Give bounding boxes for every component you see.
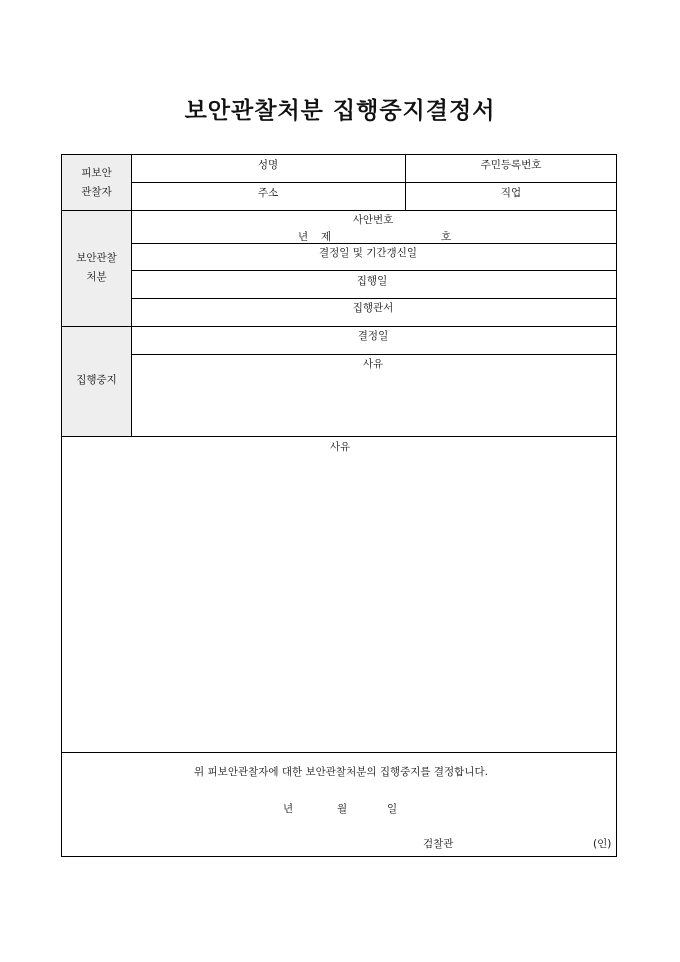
date-month-label: 월 — [337, 803, 348, 815]
address-field: 주소 — [257, 187, 279, 199]
date-day-label: 일 — [387, 803, 398, 815]
row-divider — [131, 354, 617, 355]
column-divider — [131, 155, 132, 436]
prosecutor-label: 검찰관 — [423, 838, 454, 850]
row-divider — [131, 298, 617, 299]
document-title: 보안관찰처분 집행중지결정서 — [184, 98, 496, 124]
case-ho-label: 호 — [441, 231, 452, 243]
decision-statement: 위 피보안관찰자에 대한 보안관찰처분의 집행중지를 결정합니다. — [194, 766, 488, 778]
row-divider — [62, 752, 617, 753]
execution-date-field: 집행일 — [356, 275, 388, 287]
row-divider — [131, 182, 617, 183]
row-divider — [62, 436, 617, 437]
seal-mark: (인) — [593, 838, 612, 850]
date-year-label: 년 — [283, 803, 294, 815]
column-divider — [405, 155, 406, 210]
row-divider — [62, 210, 617, 211]
case-je-label: 제 — [321, 231, 332, 243]
reason-label: 사유 — [329, 441, 351, 453]
resident-number-field: 주민등록번호 — [480, 159, 542, 171]
row-divider — [62, 326, 617, 327]
row-divider — [131, 270, 617, 271]
occupation-field: 직업 — [500, 187, 522, 199]
execution-office-field: 집행관서 — [352, 302, 394, 314]
row-divider — [131, 243, 617, 244]
decision-renewal-date-field: 결정일 및 기간갱신일 — [319, 247, 417, 259]
decision-form — [61, 154, 617, 857]
case-year-label: 년 — [298, 231, 309, 243]
suspension-decision-date-field: 결정일 — [357, 330, 389, 342]
subject-label: 피보안 관찰자 — [81, 167, 112, 198]
name-field: 성명 — [257, 159, 279, 171]
suspension-label: 집행중지 — [76, 374, 117, 386]
case-number-field: 사안번호 — [352, 214, 394, 226]
suspension-reason-field: 사유 — [362, 358, 384, 370]
disposition-label: 보안관찰 처분 — [76, 252, 117, 283]
